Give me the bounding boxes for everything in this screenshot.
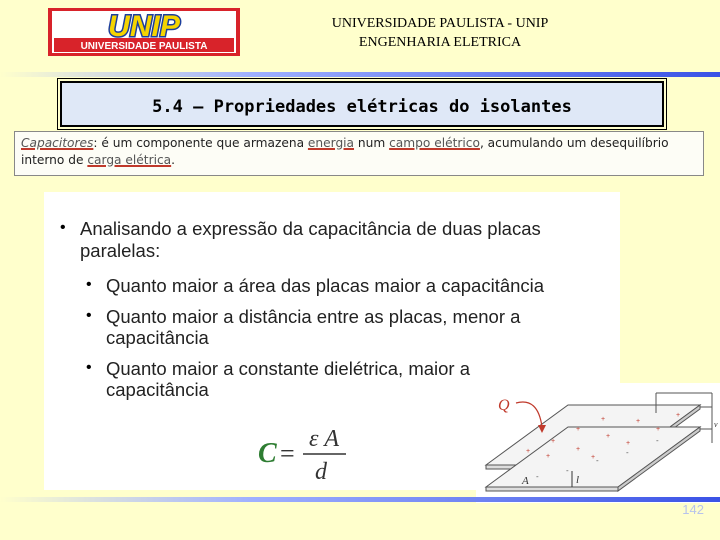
campo-eletrico-link[interactable]: campo elétrico	[389, 136, 480, 150]
bullet-sub-1: Quanto maior a área das placas maior a capacitância	[106, 275, 545, 296]
bullet-dot: •	[86, 359, 92, 376]
capacitance-formula	[258, 424, 358, 484]
unip-logo	[48, 8, 240, 56]
energia-link[interactable]: energia	[307, 136, 355, 150]
bullet-sub-3-line-1: Quanto maior a constante dielétrica, maior a	[106, 358, 471, 379]
svg-text:-: -	[566, 466, 569, 475]
bullet-sub-2-line-1: Quanto maior a distância entre as placas, menor a	[106, 306, 521, 327]
logo-subtext: UNIVERSIDADE PAULISTA	[80, 41, 208, 52]
parallel-plate-capacitor-diagram	[476, 383, 720, 503]
top-divider	[0, 72, 720, 77]
definition-text-3: , acumulando um desequilíbrio	[479, 136, 669, 150]
carga-eletrica-link[interactable]: carga elétrica	[87, 153, 172, 167]
svg-text:+: +	[626, 440, 631, 447]
title-box	[60, 81, 664, 127]
bottom-divider	[0, 497, 720, 502]
svg-text:-: -	[656, 436, 659, 445]
formula-numerator: ε A	[308, 426, 340, 452]
svg-text:+: +	[636, 418, 641, 425]
svg-text:-: -	[536, 472, 539, 481]
page-number: 142	[682, 502, 704, 517]
slide-title: 5.4 – Propriedades elétricas do isolantes	[152, 97, 572, 117]
header-line-2: ENGENHARIA ELETRICA	[358, 35, 522, 50]
svg-text:+: +	[606, 433, 611, 440]
definition-box	[14, 131, 704, 176]
bullet-sub-2-line-2: capacitância	[106, 327, 209, 348]
bottom-plate-edge	[486, 487, 618, 491]
svg-text:+: +	[676, 412, 681, 419]
charge-label: Q	[498, 397, 510, 414]
svg-text:+: +	[526, 448, 531, 455]
formula-denominator: d	[315, 459, 327, 484]
definition-text-1: : é um componente que armazena	[93, 136, 308, 150]
voltage-label: v	[714, 420, 718, 429]
definition-text-2: num	[354, 136, 390, 150]
svg-text:+: +	[551, 438, 556, 445]
logo-wordmark: UNIP	[108, 10, 180, 43]
svg-text:-: -	[626, 448, 629, 457]
area-label: A	[522, 475, 529, 487]
header-line-1: UNIVERSIDADE PAULISTA - UNIP	[331, 16, 549, 31]
term-capacitores-link[interactable]: Capacitores	[21, 136, 94, 150]
charge-arrow-icon	[516, 402, 542, 427]
bullet-dot: •	[60, 219, 66, 236]
svg-text:+: +	[656, 426, 661, 433]
svg-text:-: -	[596, 456, 599, 465]
definition-text-4: interno de	[21, 153, 88, 167]
bullet-sub-3-line-2: capacitância	[106, 379, 209, 400]
definition-text-5: .	[171, 153, 176, 167]
svg-text:+: +	[576, 426, 581, 433]
svg-text:+: +	[591, 454, 596, 461]
svg-text:+: +	[546, 453, 551, 460]
bullet-dot: •	[86, 307, 92, 324]
svg-text:+: +	[576, 446, 581, 453]
formula-equals: =	[280, 439, 295, 468]
institution-header	[260, 14, 620, 52]
distance-label: l	[576, 474, 580, 486]
formula-capacitance-symbol: C	[258, 438, 277, 469]
bullet-dot: •	[86, 276, 92, 293]
bullet-main-line-2: paralelas:	[80, 240, 161, 261]
svg-text:+: +	[601, 416, 606, 423]
bullet-main-line-1: Analisando a expressão da capacitância de duas placas	[80, 218, 541, 239]
